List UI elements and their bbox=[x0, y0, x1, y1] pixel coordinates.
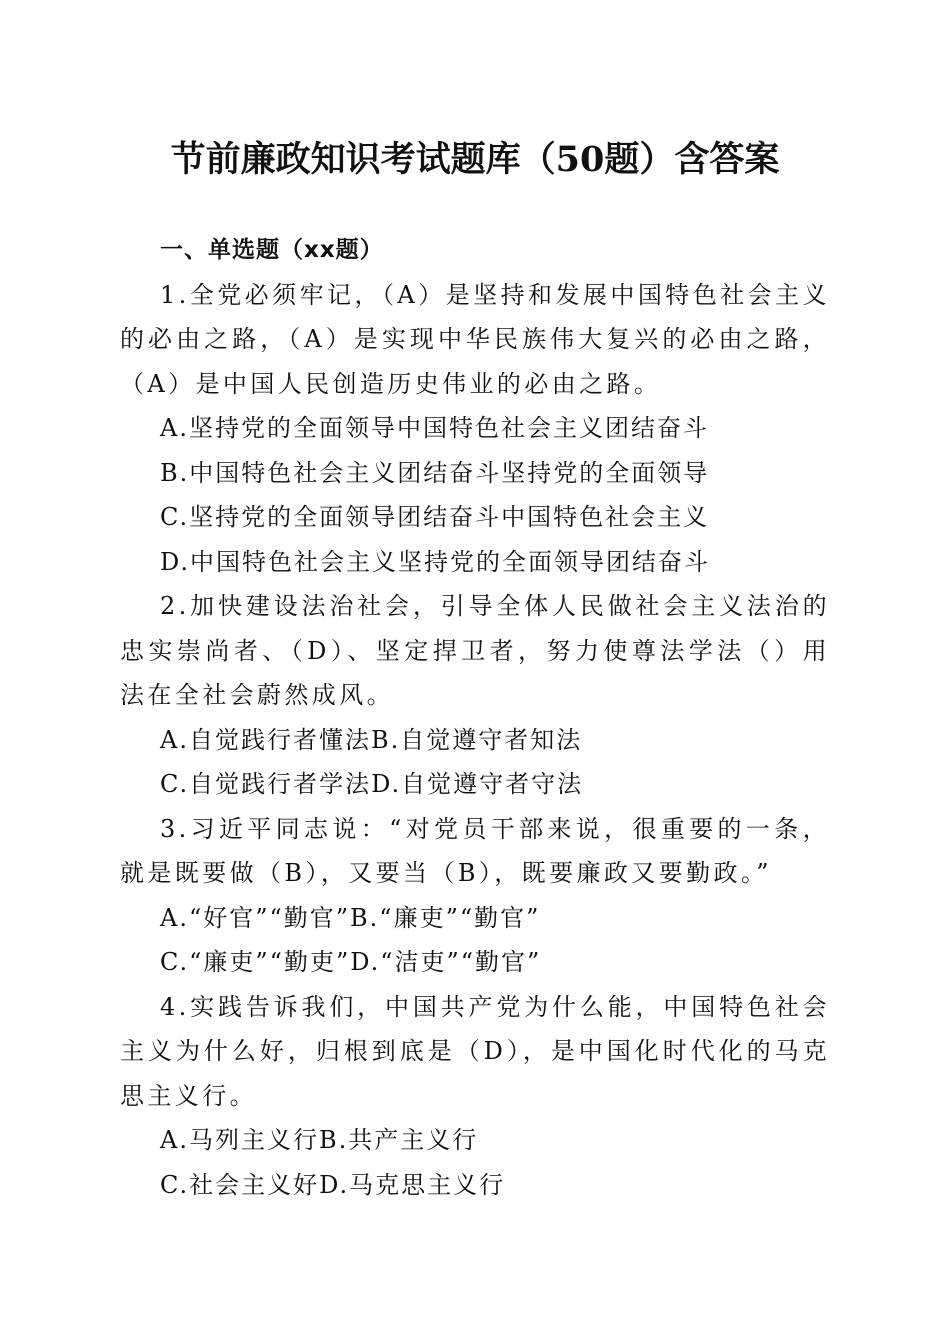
question-2-options-ab: A.自觉践行者懂法B.自觉遵守者知法 bbox=[160, 725, 583, 754]
document-body bbox=[120, 228, 830, 1207]
question-4-options-cd: C.社会主义好D.马克思主义行 bbox=[160, 1170, 506, 1199]
section-heading: 一、单选题（xx题） bbox=[160, 237, 384, 263]
question-1-stem: 1.全党必须牢记，（A）是坚持和发展中国特色社会主义的必由之路，（A）是实现中华民族伟大复兴的必由之路，（A）是中国人民创造历史伟业的必由之路。 bbox=[120, 280, 830, 398]
question-1-option-d: D.中国特色社会主义坚持党的全面领导团结奋斗 bbox=[160, 547, 711, 576]
question-3-options-cd: C.“廉吏”“勤吏”D.“洁吏”“勤官” bbox=[160, 948, 542, 976]
question-1-option-b: B.中国特色社会主义团结奋斗坚持党的全面领导 bbox=[160, 458, 710, 487]
question-3-options-ab: A.“好官”“勤官”B.“廉吏”“勤官” bbox=[160, 903, 541, 932]
document-title: 节前廉政知识考试题库（50题）含答案 bbox=[170, 139, 780, 180]
question-4-stem: 4.实践告诉我们，中国共产党为什么能，中国特色社会主义为什么好，归根到底是（D），是中国化时代化的马克思主义行。 bbox=[120, 992, 830, 1110]
question-1-option-a: A.坚持党的全面领导中国特色社会主义团结奋斗 bbox=[160, 414, 709, 442]
question-2-stem: 2.加快建设法治社会，引导全体人民做社会主义法治的忠实崇尚者、（D）、坚定捍卫者，努力使尊法学法（）用法在全社会蔚然成风。 bbox=[120, 592, 830, 709]
question-1-option-c: C.坚持党的全面领导团结奋斗中国特色社会主义 bbox=[160, 503, 710, 531]
question-4-options-ab: A.马列主义行B.共产主义行 bbox=[160, 1126, 479, 1154]
question-2-options-cd: C.自觉践行者学法D.自觉遵守者守法 bbox=[160, 770, 584, 798]
question-3-stem: 3.习近平同志说：“对党员干部来说，很重要的一条，就是既要做（B），又要当（B），既要廉政又要勤政。” bbox=[120, 814, 830, 887]
